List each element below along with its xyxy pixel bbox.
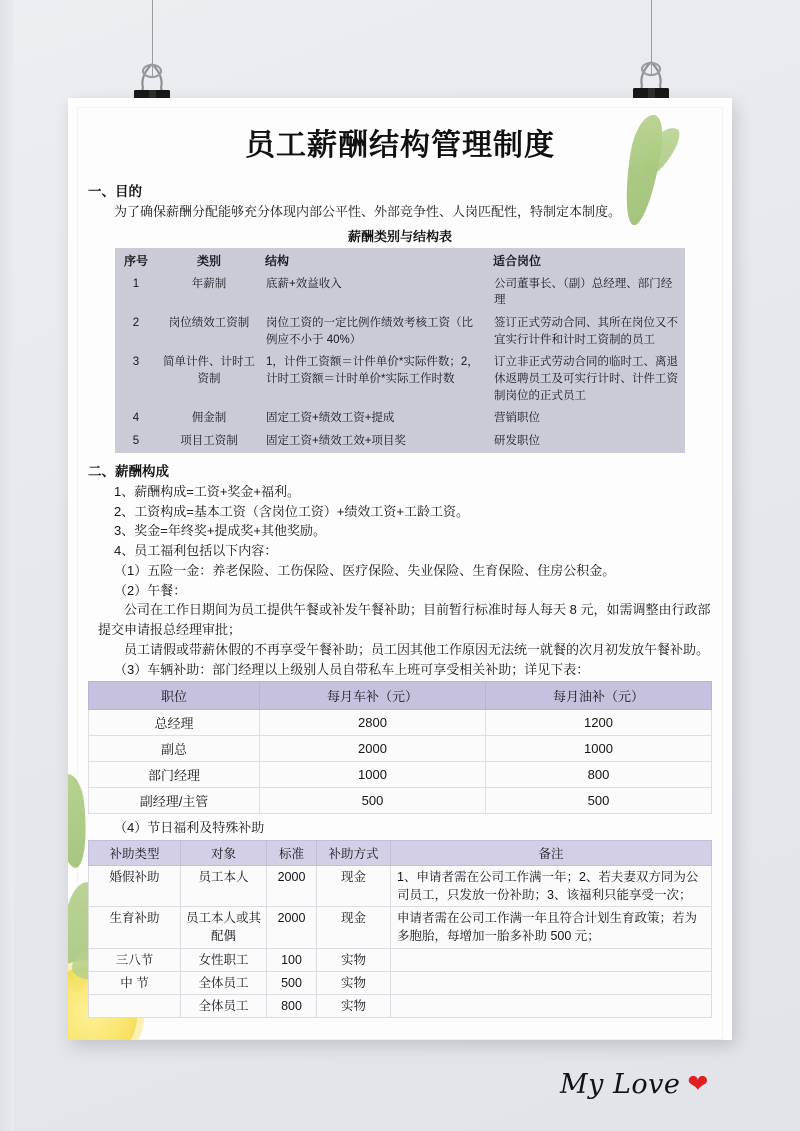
table-holiday-allowance xyxy=(88,840,712,1018)
table-row xyxy=(115,407,685,430)
table-row xyxy=(115,312,685,351)
cell-fuel: 500 xyxy=(485,788,711,814)
cell-object: 全体员工 xyxy=(181,971,267,994)
cell-method: 现金 xyxy=(317,866,391,907)
cell-allowance-type: 三八节 xyxy=(89,948,181,971)
table-row xyxy=(89,948,712,971)
table-row xyxy=(115,273,685,312)
cell-method: 实物 xyxy=(317,971,391,994)
cell-allowance-type: 生育补助 xyxy=(89,907,181,948)
cell-no: 1 xyxy=(132,277,140,290)
cell-fuel: 800 xyxy=(485,762,711,788)
cell-fuel: 1200 xyxy=(485,710,711,736)
welfare-holiday-label: （4）节日福利及特殊补助 xyxy=(114,820,265,836)
cell-standard: 100 xyxy=(267,948,317,971)
table-header-row xyxy=(89,841,712,866)
cell-structure: 1，计件工资额＝计件单价*实际件数；2，计时工资额＝计时单价*实际工作时数 xyxy=(266,356,479,386)
cell-allowance-type: 中 节 xyxy=(89,971,181,994)
signature-text: My Love xyxy=(560,1069,681,1100)
table-categories-caption: 薪酬类别与结构表 xyxy=(347,228,452,244)
cell-no: 3 xyxy=(132,356,140,369)
cell-car: 2000 xyxy=(260,736,486,762)
cell-post: 公司董事长、（副）总经理、部门经理 xyxy=(494,277,673,307)
cell-standard: 800 xyxy=(267,994,317,1017)
col-header-allowance-type: 补助类型 xyxy=(89,841,181,866)
welfare-lunch-paragraph-1: 公司在工作日期间为员工提供午餐或补发午餐补助；目前暂行标准时每人每天 8 元，如需调整由行政部提交申请报总经理审批； xyxy=(98,602,711,638)
col-header-structure: 结构 xyxy=(265,253,290,268)
composition-item-1: 1、薪酬构成=工资+奖金+福利。 xyxy=(114,483,301,499)
cell-car: 500 xyxy=(260,788,486,814)
cell-object: 员工本人或其配偶 xyxy=(181,907,267,948)
cell-no: 4 xyxy=(132,412,140,425)
col-header-standard: 标准 xyxy=(267,841,317,866)
cell-fuel: 1000 xyxy=(485,736,711,762)
table-row xyxy=(89,762,712,788)
cell-post: 订立非正式劳动合同的临时工、离退休返聘员工及可实行计时、计件工资制岗位的正式员工 xyxy=(494,356,678,402)
cell-position: 部门经理 xyxy=(89,762,260,788)
cell-object: 员工本人 xyxy=(181,866,267,907)
cell-method: 实物 xyxy=(317,994,391,1017)
heart-icon: ❤ xyxy=(687,1070,709,1098)
cell-type: 简单计件、计时工资制 xyxy=(163,356,255,386)
cell-object: 女性职工 xyxy=(181,948,267,971)
cell-structure: 固定工资+绩效工效+项目奖 xyxy=(266,435,406,448)
cell-type: 佣金制 xyxy=(191,412,227,425)
cell-post: 签订正式劳动合同、其所在岗位又不宜实行计件和计时工资制的员工 xyxy=(494,317,678,346)
cell-object: 全体员工 xyxy=(181,994,267,1017)
cell-car: 1000 xyxy=(260,762,486,788)
cell-type: 项目工资制 xyxy=(180,435,238,448)
cell-type: 年薪制 xyxy=(191,277,227,290)
table-row xyxy=(89,710,712,736)
table-row xyxy=(89,971,712,994)
cell-standard: 2000 xyxy=(267,866,317,907)
welfare-car-label: （3）车辆补助：部门经理以上级别人员自带私车上班可享受相关补助；详见下表： xyxy=(114,661,590,677)
table-row xyxy=(115,351,685,407)
welfare-insurance: （1）五险一金：养老保险、工伤保险、医疗保险、失业保险、生育保险、住房公积金。 xyxy=(114,562,616,578)
table-header-row xyxy=(89,682,712,710)
col-header-car-allowance: 每月车补（元） xyxy=(260,682,486,710)
cell-note xyxy=(391,994,712,1017)
cell-note xyxy=(391,948,712,971)
col-header-position: 职位 xyxy=(89,682,260,710)
cell-method: 实物 xyxy=(317,948,391,971)
col-header-note: 备注 xyxy=(391,841,712,866)
paper-sheet xyxy=(68,98,732,1040)
col-header-fuel-allowance: 每月油补（元） xyxy=(485,682,711,710)
col-header-post: 适合岗位 xyxy=(493,253,542,268)
cell-structure: 岗位工资的一定比例作绩效考核工资（比例应不小于 40%） xyxy=(266,317,473,346)
table-salary-categories xyxy=(115,248,685,453)
cell-allowance-type: 婚假补助 xyxy=(89,866,181,907)
cell-car: 2800 xyxy=(260,710,486,736)
cell-note: 1、申请者需在公司工作满一年；2、若夫妻双方同为公司员工，只发放一份补助；3、该福利只能享受一次； xyxy=(391,866,712,907)
cell-standard: 2000 xyxy=(267,907,317,948)
col-header-method: 补助方式 xyxy=(317,841,391,866)
document-body xyxy=(88,120,712,1018)
cell-post: 研发职位 xyxy=(494,435,540,448)
signature xyxy=(560,1069,708,1100)
table-row xyxy=(89,907,712,948)
welfare-lunch-label: （2）午餐： xyxy=(114,582,187,598)
cell-allowance-type xyxy=(89,994,181,1017)
composition-item-4: 4、员工福利包括以下内容： xyxy=(114,543,278,559)
col-header-object: 对象 xyxy=(181,841,267,866)
cell-note: 申请者需在公司工作满一年且符合计划生育政策；若为多胞胎，每增加一胎多补助 500 元； xyxy=(391,907,712,948)
cell-standard: 500 xyxy=(267,971,317,994)
table-car-allowance xyxy=(88,681,712,814)
section-heading-purpose: 一、目的 xyxy=(88,184,142,199)
cell-position: 副总 xyxy=(89,736,260,762)
table-row xyxy=(89,788,712,814)
table-row xyxy=(89,866,712,907)
cell-post: 营销职位 xyxy=(494,412,540,425)
composition-item-3: 3、奖金=年终奖+提成奖+其他奖励。 xyxy=(114,523,327,539)
col-header-no: 序号 xyxy=(123,253,148,268)
composition-item-2: 2、工资构成=基本工资（含岗位工资）+绩效工资+工龄工资。 xyxy=(114,503,470,519)
table-header-row xyxy=(115,248,685,273)
table-row xyxy=(89,736,712,762)
cell-position: 总经理 xyxy=(89,710,260,736)
welfare-lunch-paragraph-2: 员工请假或带薪休假的不再享受午餐补助；员工因其他工作原因无法统一就餐的次月初发放午餐补助。 xyxy=(124,641,710,657)
table-row xyxy=(115,430,685,453)
page-title: 员工薪酬结构管理制度 xyxy=(245,129,555,162)
cell-note xyxy=(391,971,712,994)
cell-method: 现金 xyxy=(317,907,391,948)
cell-no: 5 xyxy=(132,435,140,448)
wall-seam xyxy=(0,0,14,1131)
section-heading-composition: 二、薪酬构成 xyxy=(88,463,169,479)
cell-position: 副经理/主管 xyxy=(89,788,260,814)
cell-structure: 固定工资+绩效工资+提成 xyxy=(266,412,395,425)
cell-no: 2 xyxy=(132,317,140,330)
cell-type: 岗位绩效工资制 xyxy=(168,317,250,330)
table-row xyxy=(89,994,712,1017)
cell-structure: 底薪+效益收入 xyxy=(266,277,342,290)
col-header-type: 类别 xyxy=(196,253,221,268)
section-purpose-body: 为了确保薪酬分配能够充分体现内部公平性、外部竞争性、人岗匹配性，特制定本制度。 xyxy=(114,204,622,219)
